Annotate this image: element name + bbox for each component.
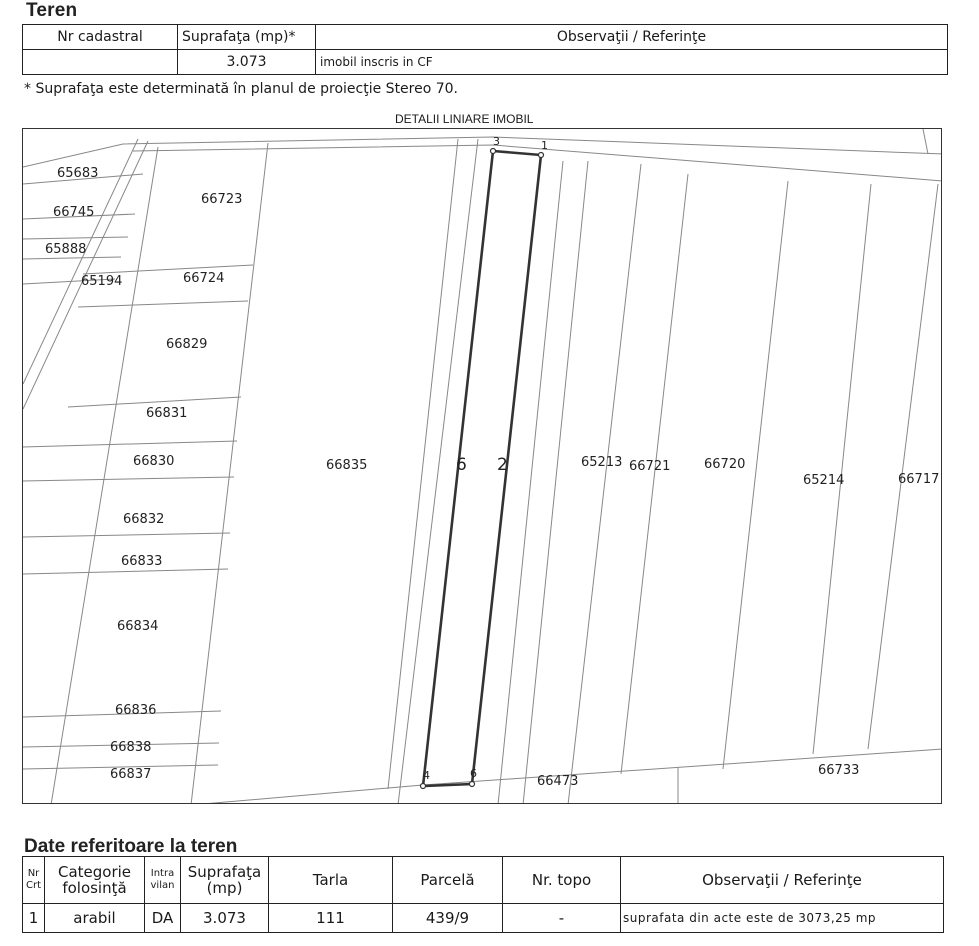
parcel-label: 66836 [115,703,157,718]
vertex-label: 1 [541,139,548,152]
parcel-label: 66832 [123,512,165,527]
side-label: 6 [456,455,467,475]
vertex-label: 3 [493,135,500,148]
header-suprafata: Suprafaţa (mp)* [178,25,316,50]
cell-nr-cadastral [23,50,178,75]
table-row [23,904,944,933]
header-observatii: Observaţii / Referinţe [621,857,944,904]
side-label: 2 [497,455,508,475]
header-tarla: Tarla [269,857,393,904]
map-title: DETALII LINIARE IMOBIL [395,112,534,126]
date-teren-table [22,856,944,933]
parcel-label: 65683 [57,166,99,181]
header-observatii: Observaţii / Referinţe [316,25,948,50]
parcel-label: 66835 [326,458,368,473]
parcel-label: 66838 [110,740,152,755]
parcel-label: 65213 [581,455,623,470]
cell-categorie: arabil [45,904,145,933]
parcel-label: 66720 [704,457,746,472]
parcel-label: 66837 [110,767,152,782]
header-nr-topo: Nr. topo [503,857,621,904]
table-row [23,50,948,75]
cell-suprafata: 3.073 [181,904,269,933]
parcel-label: 66723 [201,192,243,207]
cell-tarla: 111 [269,904,393,933]
parcel-label: 66724 [183,271,225,286]
parcel-label: 66829 [166,337,208,352]
header-parcela: Parcelă [393,857,503,904]
section-title-teren: Teren [26,0,78,21]
parcel-label: 65888 [45,242,87,257]
table-header-row [23,857,944,904]
cell-intravilan: DA [145,904,181,933]
vertex-label: 6 [470,767,477,780]
parcel-label: 66473 [537,774,579,789]
table-header-row [23,25,948,50]
parcel-label: 66733 [818,763,860,778]
parcel-label: 66833 [121,554,163,569]
parcel-label: 66721 [629,459,671,474]
parcel-label: 66830 [133,454,175,469]
parcel-label: 66831 [146,406,188,421]
parcel-map [22,128,942,804]
cell-observatii: suprafata din acte este de 3073,25 mp [621,904,944,933]
parcel-label: 66834 [117,619,159,634]
header-suprafata: Suprafaţa (mp) [181,857,269,904]
parcel-label: 65214 [803,473,845,488]
parcel-label: 66717 [898,472,940,487]
parcel-label: 65194 [81,274,123,289]
header-categorie: Categorie folosinţă [45,857,145,904]
cell-nr-topo: - [503,904,621,933]
header-nr-cadastral: Nr cadastral [23,25,178,50]
section-title-date-teren: Date referitoare la teren [24,836,238,857]
parcel-label: 66745 [53,205,95,220]
header-nr-crt: Nr Crt [23,857,45,904]
teren-table [22,24,948,75]
footnote-stereo70: * Suprafaţa este determinată în planul de proiecţie Stereo 70. [24,81,459,97]
cell-observatii: imobil inscris in CF [316,50,948,75]
cell-parcela: 439/9 [393,904,503,933]
vertex-label: 4 [423,769,430,782]
cell-suprafata: 3.073 [178,50,316,75]
cell-nr-crt: 1 [23,904,45,933]
header-intravilan: Intra vilan [145,857,181,904]
